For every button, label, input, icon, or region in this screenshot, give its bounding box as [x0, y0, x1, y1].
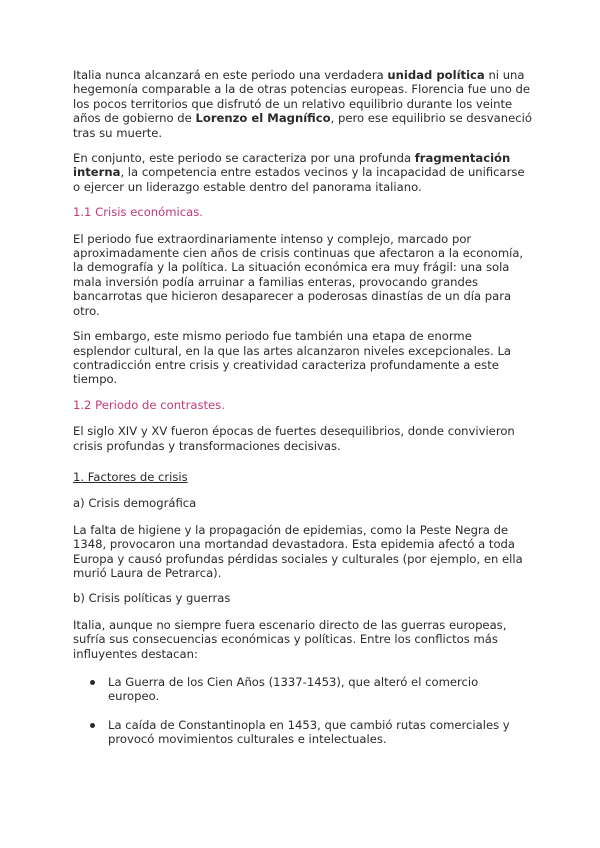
bullet-icon [90, 723, 95, 728]
heading-crisis-economicas: 1.1 Crisis económicas. [73, 205, 203, 220]
bold-unidad-politica: unidad política [387, 68, 485, 82]
heading-crisis-politicas: b) Crisis políticas y guerras [73, 591, 231, 606]
list-item-text: La caída de Constantinopla en 1453, que cambió rutas comerciales y provocó movimientos culturales e intelectuales. [108, 717, 510, 747]
bold-fragmentacion: fragmentación interna [73, 151, 511, 180]
paragraph-siglo-xiv-xv: El siglo XIV y XV fueron épocas de fuertes desequilibrios, donde convivieron crisis profundas y transformaciones decisivas. [73, 424, 515, 453]
paragraph-periodo-intenso: El periodo fue extraordinariamente intenso y complejo, marcado por aproximadamente cien años de crisis continuas que afectaron a la economía, la demografía y la política. La situación económica era muy frágil: una sola mala inversión podía arruinar a familias enteras, provocando grandes bancarrotas que hicieron desaparecer a poderosas dinastías de un día para otro. [73, 231, 524, 318]
text: , pero ese equilibrio se desvaneció tras su muerte. [73, 111, 532, 140]
heading-factores-crisis: 1. Factores de crisis [73, 469, 188, 484]
bullet-list-conflictos [73, 675, 532, 747]
paragraph-italia-unidad [73, 68, 532, 140]
heading-periodo-contrastes: 1.2 Periodo de contrastes. [73, 397, 225, 412]
paragraph-italia-guerras: Italia, aunque no siempre fuera escenario directo de las guerras europeas, sufría sus consecuencias económicas y políticas. Entre los conflictos más influyentes destacan: [73, 617, 507, 661]
list-item-text: La Guerra de los Cien Años (1337-1453), que alteró el comercio europeo. [108, 675, 479, 704]
paragraph-esplendor-cultural: Sin embargo, este mismo periodo fue también una etapa de enorme esplendor cultural, en la que las artes alcanzaron niveles excepcionales. La contradicción entre crisis y creatividad caracteriza profundamente a este tiempo. [73, 329, 512, 387]
text: ni una hegemonía comparable a la de otras potencias europeas. Florencia fue uno de los pocos territorios que disfrutó de un relativo equilibrio durante los veinte años de gobierno de [73, 68, 531, 126]
paragraph-peste-negra: La falta de higiene y la propagación de epidemias, como la Peste Negra de 1348, provocaron una mortandad devastadora. Esta epidemia afectó a toda Europa y causó profundas pérdidas sociales y culturales (por ejemplo, en ella murió Laura de Petrarca). [73, 522, 523, 580]
heading-crisis-demografica: a) Crisis demográfica [73, 496, 197, 511]
list-item [90, 675, 532, 704]
text: Italia nunca alcanzará en este periodo una verdadera [73, 68, 388, 82]
text: , la competencia entre estados vecinos y la incapacidad de unificarse o ejercer un liderazgo estable dentro del panorama italiano. [73, 165, 525, 194]
bullet-icon [90, 680, 95, 685]
text: En conjunto, este periodo se caracteriza por una profunda [73, 151, 415, 166]
bold-lorenzo: Lorenzo el Magnífico [195, 111, 331, 126]
paragraph-conjunto [73, 151, 532, 194]
list-item [90, 718, 532, 747]
